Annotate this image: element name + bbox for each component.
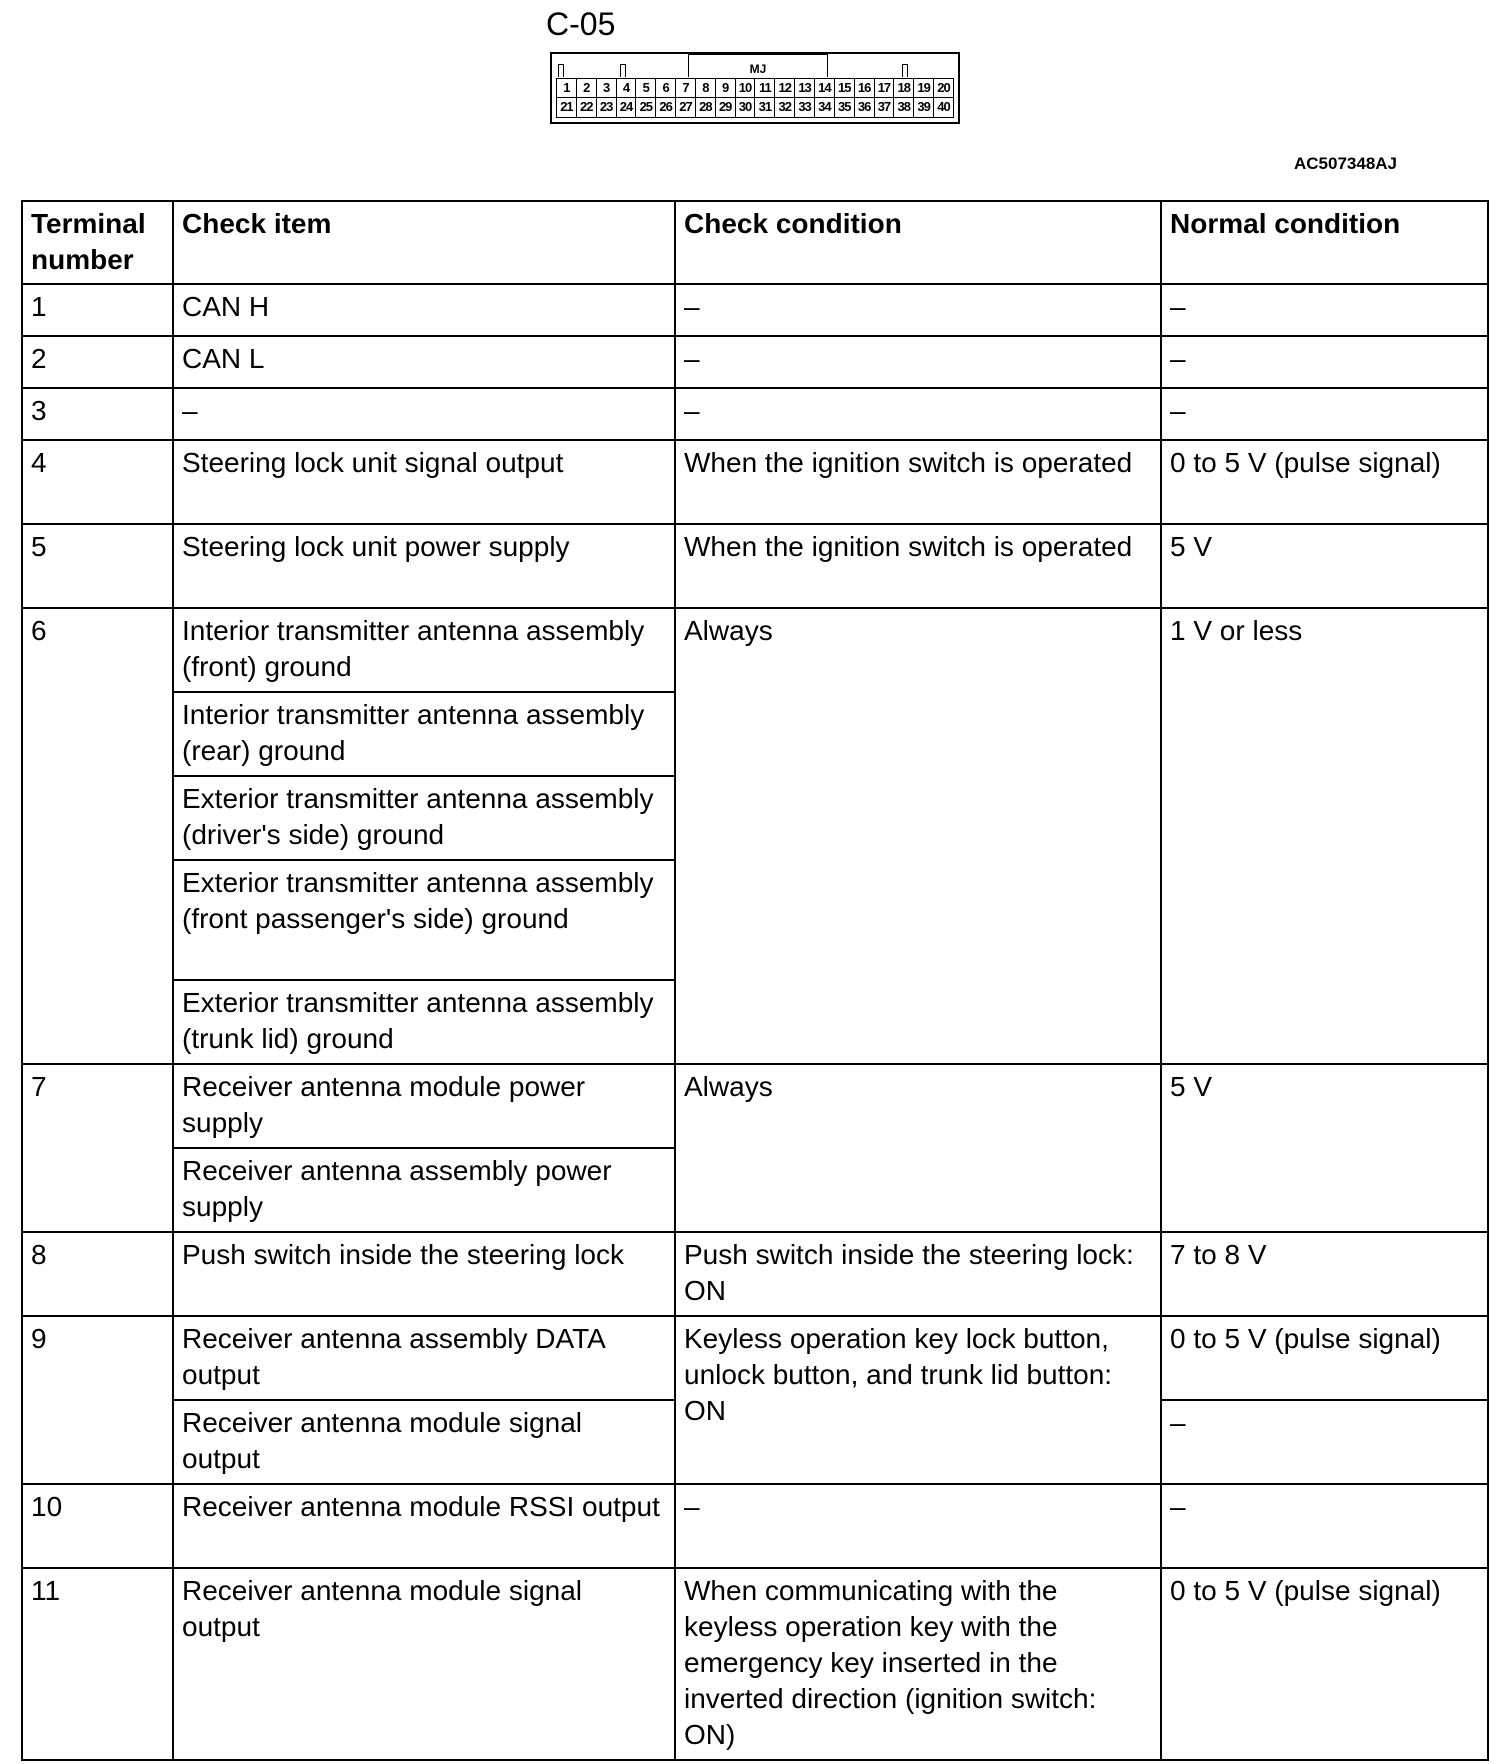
check-item: CAN L bbox=[173, 336, 675, 388]
connector-diagram bbox=[550, 52, 960, 124]
connector-pin: 23 bbox=[597, 98, 617, 117]
check-item: Receiver antenna assembly DATA output bbox=[173, 1316, 675, 1400]
check-item: Exterior transmitter antenna assembly (driver's side) ground bbox=[173, 776, 675, 860]
check-condition: – bbox=[675, 336, 1161, 388]
connector-pin: 25 bbox=[636, 98, 656, 117]
table-row bbox=[22, 440, 1488, 524]
connector-pin: 27 bbox=[676, 98, 696, 117]
check-item: Interior transmitter antenna assembly (rear) ground bbox=[173, 692, 675, 776]
connector-pin: 4 bbox=[617, 79, 637, 97]
connector-latch bbox=[620, 64, 626, 77]
terminal-number: 3 bbox=[22, 388, 173, 440]
check-item: Steering lock unit signal output bbox=[173, 440, 675, 524]
connector-pin: 5 bbox=[636, 79, 656, 97]
normal-condition: 7 to 8 V bbox=[1161, 1232, 1488, 1316]
normal-condition: – bbox=[1161, 1400, 1488, 1484]
connector-label: C-05 bbox=[546, 6, 616, 42]
check-item: Push switch inside the steering lock bbox=[173, 1232, 675, 1316]
terminal-number: 5 bbox=[22, 524, 173, 608]
connector-pin: 40 bbox=[937, 99, 950, 114]
connector-pin: 28 bbox=[696, 98, 716, 117]
check-condition: Keyless operation key lock button, unlock button, and trunk lid button: ON bbox=[675, 1316, 1161, 1484]
normal-condition: – bbox=[1161, 1484, 1488, 1568]
connector-pin: 21 bbox=[557, 98, 577, 117]
header-check-item: Check item bbox=[173, 201, 675, 284]
connector-pin-row-bottom bbox=[556, 98, 954, 118]
check-item: Receiver antenna module power supply bbox=[173, 1064, 675, 1148]
check-item: Exterior transmitter antenna assembly (trunk lid) ground bbox=[173, 980, 675, 1064]
terminal-check-table bbox=[21, 200, 1489, 1761]
connector-pin: 35 bbox=[835, 98, 855, 117]
connector-pin: 32 bbox=[775, 98, 795, 117]
check-condition: Push switch inside the steering lock: ON bbox=[675, 1232, 1161, 1316]
connector-pin: 2 bbox=[577, 79, 597, 97]
connector-pin: 29 bbox=[716, 98, 736, 117]
check-condition: Always bbox=[675, 608, 1161, 1064]
connector-pin: 13 bbox=[795, 79, 815, 97]
connector-pin: 14 bbox=[815, 79, 835, 97]
table-row bbox=[22, 388, 1488, 440]
connector-pin: 9 bbox=[716, 79, 736, 97]
terminal-number: 8 bbox=[22, 1232, 173, 1316]
connector-pin: 38 bbox=[894, 98, 914, 117]
connector-pin: 6 bbox=[656, 79, 676, 97]
normal-condition: 5 V bbox=[1161, 524, 1488, 608]
check-item: Receiver antenna assembly power supply bbox=[173, 1148, 675, 1232]
connector-latch-left bbox=[558, 64, 564, 77]
connector-pin: 12 bbox=[775, 79, 795, 97]
table-header-row bbox=[22, 201, 1488, 284]
check-condition: When communicating with the keyless operation key with the emergency key inserted in the inverted direction (ignition switch: ON) bbox=[675, 1568, 1161, 1760]
table-row bbox=[22, 1064, 1488, 1148]
check-condition: Always bbox=[675, 1064, 1161, 1232]
connector-pin: 15 bbox=[835, 79, 855, 97]
connector-pin: 24 bbox=[617, 98, 637, 117]
connector-pin: 34 bbox=[815, 98, 835, 117]
normal-condition: – bbox=[1161, 388, 1488, 440]
connector-pin: 11 bbox=[755, 79, 775, 97]
check-condition: – bbox=[675, 388, 1161, 440]
check-condition: When the ignition switch is operated bbox=[675, 524, 1161, 608]
table-row bbox=[22, 1568, 1488, 1760]
table-row bbox=[22, 608, 1488, 692]
header-normal-condition: Normal condition bbox=[1161, 201, 1488, 284]
connector-pin: 33 bbox=[795, 98, 815, 117]
header-terminal-number: Terminal number bbox=[22, 201, 173, 284]
table-row bbox=[22, 284, 1488, 336]
connector-pin: 10 bbox=[736, 79, 756, 97]
connector-pin: 19 bbox=[914, 79, 934, 97]
check-item: CAN H bbox=[173, 284, 675, 336]
connector-pin: 8 bbox=[696, 79, 716, 97]
connector-pin: 16 bbox=[855, 79, 875, 97]
table-row bbox=[22, 524, 1488, 608]
check-item: Receiver antenna module RSSI output bbox=[173, 1484, 675, 1568]
normal-condition: 0 to 5 V (pulse signal) bbox=[1161, 1316, 1488, 1400]
connector-pin: 7 bbox=[676, 79, 696, 97]
table-row bbox=[22, 1484, 1488, 1568]
check-item: Steering lock unit power supply bbox=[173, 524, 675, 608]
connector-pin: 39 bbox=[914, 98, 934, 117]
connector-pin: 17 bbox=[875, 79, 895, 97]
check-item: Interior transmitter antenna assembly (front) ground bbox=[173, 608, 675, 692]
terminal-number: 10 bbox=[22, 1484, 173, 1568]
check-item: Receiver antenna module signal output bbox=[173, 1568, 675, 1760]
connector-pin-row-top bbox=[556, 78, 954, 98]
check-item: Exterior transmitter antenna assembly (front passenger's side) ground bbox=[173, 860, 675, 980]
connector-pin: 31 bbox=[755, 98, 775, 117]
normal-condition: 0 to 5 V (pulse signal) bbox=[1161, 1568, 1488, 1760]
connector-pin: 37 bbox=[875, 98, 895, 117]
connector-pin: 3 bbox=[597, 79, 617, 97]
normal-condition: – bbox=[1161, 336, 1488, 388]
terminal-number: 2 bbox=[22, 336, 173, 388]
terminal-number: 1 bbox=[22, 284, 173, 336]
normal-condition: – bbox=[1161, 284, 1488, 336]
terminal-number: 11 bbox=[22, 1568, 173, 1760]
connector-pin: 30 bbox=[736, 98, 756, 117]
table-row bbox=[22, 1232, 1488, 1316]
terminal-number: 4 bbox=[22, 440, 173, 524]
terminal-number: 6 bbox=[22, 608, 173, 1064]
connector-pin: 26 bbox=[656, 98, 676, 117]
connector-latch bbox=[902, 64, 908, 77]
connector-key-label: MJ bbox=[688, 54, 828, 77]
normal-condition: 1 V or less bbox=[1161, 608, 1488, 1064]
connector-pin: 1 bbox=[557, 79, 577, 97]
header-check-condition: Check condition bbox=[675, 201, 1161, 284]
check-condition: – bbox=[675, 1484, 1161, 1568]
connector-pin: 20 bbox=[937, 80, 950, 95]
check-item: Receiver antenna module signal output bbox=[173, 1400, 675, 1484]
terminal-number: 9 bbox=[22, 1316, 173, 1484]
terminal-number: 7 bbox=[22, 1064, 173, 1232]
check-condition: When the ignition switch is operated bbox=[675, 440, 1161, 524]
check-condition: – bbox=[675, 284, 1161, 336]
table-row bbox=[22, 1316, 1488, 1400]
connector-pin: 36 bbox=[855, 98, 875, 117]
connector-pin: 18 bbox=[894, 79, 914, 97]
table-row bbox=[22, 336, 1488, 388]
figure-code: AC507348AJ bbox=[1294, 154, 1398, 173]
normal-condition: 0 to 5 V (pulse signal) bbox=[1161, 440, 1488, 524]
connector-pin: 22 bbox=[577, 98, 597, 117]
check-item: – bbox=[173, 388, 675, 440]
normal-condition: 5 V bbox=[1161, 1064, 1488, 1232]
